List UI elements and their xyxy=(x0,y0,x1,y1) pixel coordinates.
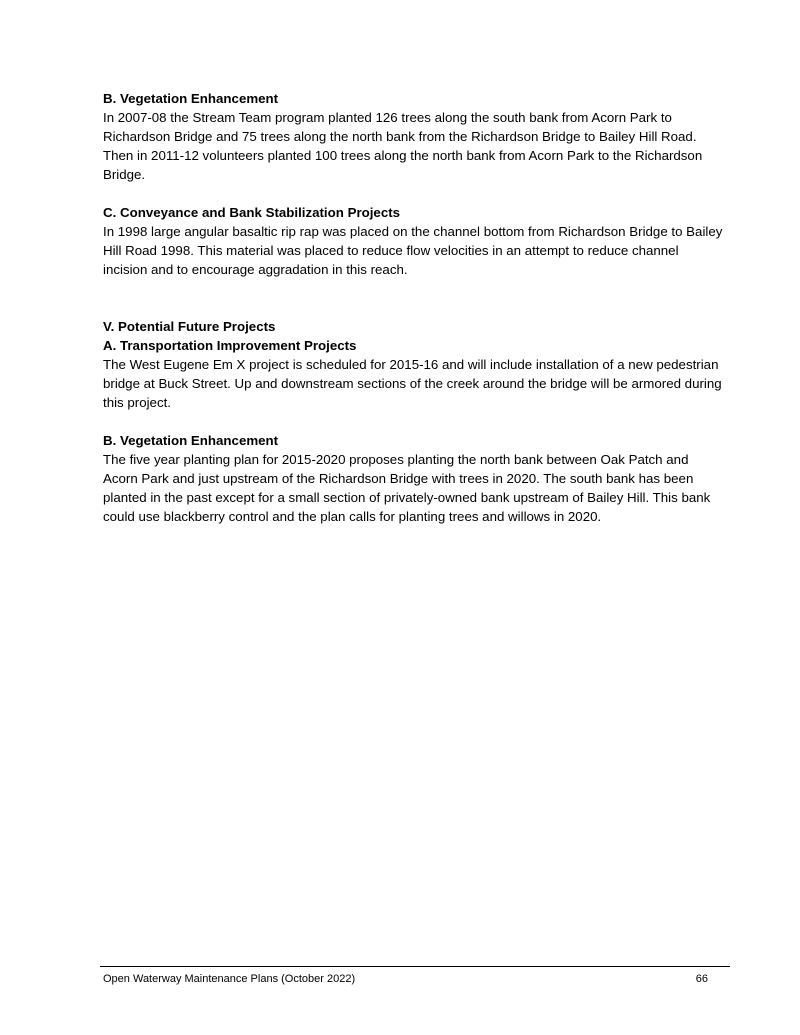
footer-title: Open Waterway Maintenance Plans (October 2022) xyxy=(103,973,356,985)
page-footer xyxy=(103,972,708,986)
chapter-heading: V. Potential Future Projects xyxy=(103,319,276,334)
section-heading: B. Vegetation Enhancement xyxy=(103,91,279,106)
section-conveyance-bank-stabilization xyxy=(103,203,723,279)
footer-divider xyxy=(100,966,730,967)
section-heading: A. Transportation Improvement Projects xyxy=(103,338,357,353)
section-heading: B. Vegetation Enhancement xyxy=(103,433,279,448)
section-paragraph: In 2007-08 the Stream Team program planted 126 trees along the south bank from Acorn Park to Richardson Bridge and 75 trees along the north bank from the Richardson Bridge to Bailey Hill Road. Then in 2011-12 volunteers planted 100 trees along the north bank from Acorn Park to the Richardson Bridge. xyxy=(103,110,703,182)
document-body xyxy=(103,89,723,526)
section-heading: C. Conveyance and Bank Stabilization Projects xyxy=(103,205,401,220)
page-number: 66 xyxy=(695,973,708,985)
section-vegetation-enhancement-future xyxy=(103,431,723,526)
section-paragraph: The five year planting plan for 2015-2020 proposes planting the north bank between Oak Patch and Acorn Park and just upstream of the Richardson Bridge with trees in 2020. The south bank has been planted in the past except for a small section of privately-owned bank upstream of Bailey Hill. This bank could use blackberry control and the plan calls for planting trees and willows in 2020. xyxy=(103,452,711,524)
section-paragraph: In 1998 large angular basaltic rip rap was placed on the channel bottom from Richardson Bridge to Bailey Hill Road 1998. This material was placed to reduce flow velocities in an attempt to reduce channel incision and to encourage aggradation in this reach. xyxy=(103,224,723,277)
section-vegetation-enhancement-past xyxy=(103,89,723,184)
section-paragraph: The West Eugene Em X project is scheduled for 2015-16 and will include installation of a new pedestrian bridge at Buck Street. Up and downstream sections of the creek around the bridge will be armored during this project. xyxy=(103,357,722,410)
section-potential-future-projects xyxy=(103,317,723,412)
